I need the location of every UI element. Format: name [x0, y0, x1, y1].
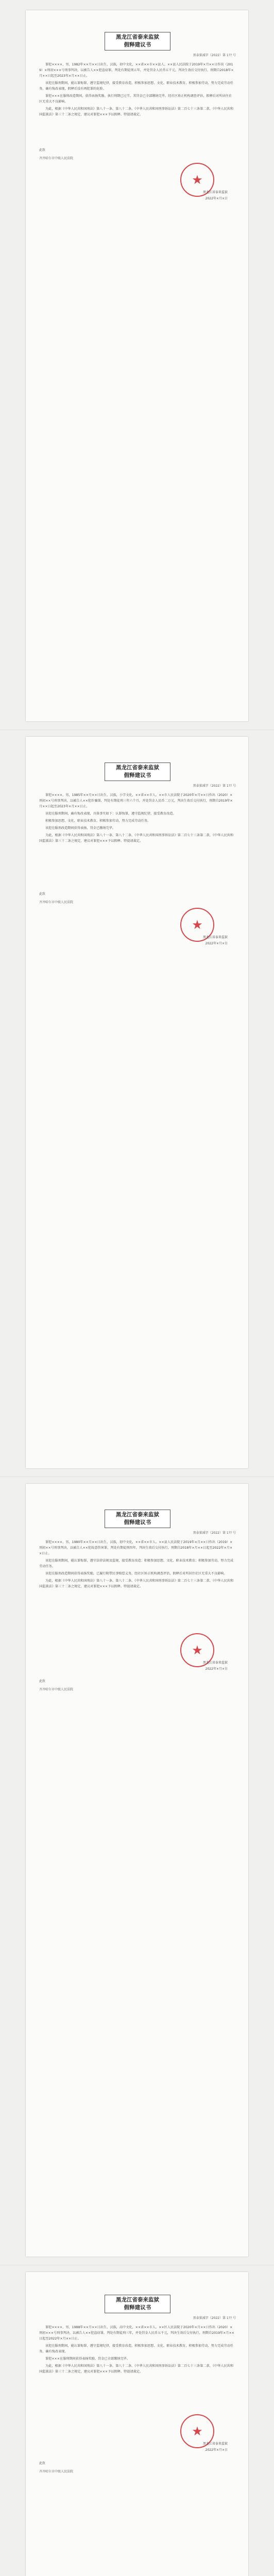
document-title — [105, 32, 170, 50]
document-page-3 — [26, 1484, 248, 2257]
signature-date: 2022年×月×日 — [205, 197, 228, 200]
closing-word: 此致 — [39, 2462, 46, 2465]
title-line-2: 假释建议书 — [124, 42, 151, 48]
document-number: 黑泰狱减字（2022）第 1?? 号 — [193, 54, 236, 57]
seal-star-icon: ★ — [192, 1643, 203, 1657]
addressee: 齐齐哈尔市中级人民法院 — [39, 1688, 74, 1691]
body-paragraph: 该犯在服刑期间，能认罪悔罪，遵守法律法规及监规，接受教育改造；积极参加思想、文化、职业技术教育；积极参加劳动，努力完成劳动任务。 — [39, 1559, 234, 1568]
document-title — [105, 2295, 170, 2313]
closing-word: 此致 — [39, 1680, 46, 1683]
title-line-2: 假释建议书 — [124, 2304, 151, 2311]
signature-date: 2022年×月×日 — [205, 2448, 228, 2452]
document-title — [105, 762, 170, 781]
signature-date: 2022年×月×日 — [205, 942, 228, 945]
addressee: 齐齐哈尔市中级人民法院 — [39, 2470, 74, 2473]
title-line-1: 黑龙江省泰来监狱 — [116, 34, 159, 40]
document-body — [39, 2325, 235, 2376]
seal-star-icon: ★ — [192, 2424, 203, 2438]
title-line-1: 黑龙江省泰来监狱 — [116, 1512, 159, 1518]
seal-star-icon: ★ — [192, 918, 203, 932]
body-paragraph: 该犯在服刑期间，能认罪悔罪，遵守监规纪律，接受教育改造，积极参加思想、文化、职业技术教育，积极参加劳动，努力完成劳动任务，确有悔改表现，假释后没有再犯罪的危险。 — [39, 81, 234, 91]
body-paragraph: 罪犯×××在服刑期间获得表扬奖励，罚金已全部缴纳完毕。 — [45, 2357, 130, 2361]
title-line-1: 黑龙江省泰来监狱 — [116, 765, 159, 771]
document-number: 黑泰狱减字（2022）第 1?? 号 — [193, 1531, 236, 1535]
document-body — [39, 792, 235, 845]
document-body — [39, 1539, 235, 1591]
addressee: 齐齐哈尔市中级人民法院 — [39, 901, 74, 904]
body-paragraph: 为此，根据《中华人民共和国刑法》第八十一条、第八十二条、《中华人民共和国刑事诉讼法》第二百七十三条第二款、《中华人民共和国监狱法》第三十二条之规定，建议对罪犯×××予以假释。特提请裁定。 — [39, 2364, 234, 2374]
body-paragraph: 积极参加思想、文化、职业技术教育，积极参加劳动，努力完成劳动任务。 — [45, 819, 151, 823]
document-page-2 — [26, 737, 248, 1468]
document-body — [39, 62, 235, 119]
signature-name: 黑龙江省泰来监狱 — [202, 1661, 228, 1665]
title-line-1: 黑龙江省泰来监狱 — [116, 2297, 159, 2303]
body-paragraph: 该犯在服刑期间，能认罪悔罪，遵守监规纪律，接受教育改造，积极参加思想、文化、职业技术教育，积极参加劳动，努力完成劳动任务，确有悔改表现。 — [39, 2344, 234, 2353]
body-paragraph: 该犯在服刑改造期间获得表扬，罚金已缴纳完毕。 — [45, 826, 116, 830]
title-line-2: 假释建议书 — [124, 1519, 151, 1526]
body-paragraph: 该犯在服刑改造期间获得表扬奖励，已履行附带民事赔偿义务，经社区矫正机构调查评估，假释后对所居住社区无重大不良影响。 — [45, 1572, 227, 1575]
document-page-1 — [26, 10, 248, 721]
seal-star-icon: ★ — [192, 173, 203, 187]
body-paragraph: 该犯在服刑期间，确有悔改表现，具体事实如下：认罪悔罪，遵守监规纪律，接受教育改造。 — [45, 812, 176, 816]
signature-name: 黑龙江省泰来监狱 — [202, 936, 228, 939]
body-paragraph: 为此，根据《中华人民共和国刑法》第八十一条、第八十二条、《中华人民共和国刑事诉讼法》第二百七十三条第二款、《中华人民共和国监狱法》第三十二条之规定，建议对罪犯×××予以假释。特提请裁定。 — [39, 834, 234, 843]
title-line-2: 假释建议书 — [124, 772, 151, 778]
signature-name: 黑龙江省泰来监狱 — [202, 191, 228, 194]
body-paragraph: 罪犯××××，男，1985年××月××日出生，汉族，小学文化，××省××市人。××市人民法院于2020年×月××日作出（2020）×刑初××号刑事判决，以被告人××犯诈骗罪，判处有期徒刑三年六个月，并处罚金人民币二万元，判决生效后交付执行，刑期自2019年×月××日起至2023年×月××日止。 — [39, 793, 233, 808]
body-paragraph: 罪犯××××，男，1988年××月××日出生，汉族，高中文化，××省××市人。××区人民法院于2020年×月××日作出（2020）×刑初×××号刑事判决，以被告人××犯盗窃罪，判处有期徒刑三年，并处罚金人民币五千元，判决生效后交付执行，刑期自2019年×月××日起至2022年×月××日止。 — [39, 2326, 234, 2341]
document-number: 黑泰狱减字（2022）第 1?? 号 — [193, 784, 236, 788]
document-title — [105, 1510, 170, 1528]
body-paragraph: 罪犯××××，男，1980年××月××日出生，汉族，初中文化，××省××市人。××县人民法院于2019年×月××日作出（2019）×刑初××号刑事判决，以被告人××犯故意伤害罪，判处有期徒刑四年，判决生效后交付执行，刑期自2018年×月××日起至2022年×月××日止。 — [39, 1540, 233, 1555]
signature-name: 黑龙江省泰来监狱 — [202, 2442, 228, 2446]
document-number: 黑泰狱减字（2022）第 1?? 号 — [193, 2316, 236, 2320]
signature-date: 2022年×月×日 — [205, 1667, 228, 1671]
body-paragraph: 为此，根据《中华人民共和国刑法》第八十一条、第八十二条、《中华人民共和国刑事诉讼法》第二百七十三条第二款、《中华人民共和国监狱法》第三十二条之规定，建议对罪犯×××予以假释。特提请裁定。 — [39, 107, 234, 116]
closing-word: 此致 — [39, 148, 46, 152]
body-paragraph: 为此，根据《中华人民共和国刑法》第八十一条、第八十二条、《中华人民共和国刑事诉讼法》第二百七十三条第二款、《中华人民共和国监狱法》第三十二条之规定，建议对罪犯×××予以假释。特提请裁定。 — [39, 1579, 234, 1588]
body-paragraph: 罪犯××××，男，1982年××月××日出生，汉族，初中文化，××省××市××县人。××县人民法院于2019年×月××日作出（2019）×刑初×××号刑事判决，以被告人××犯盗窃罪，判处有期徒刑五年，并处罚金人民币五千元，判决生效后交付执行，刑期自2018年×月××日起至2023年×月××日止。 — [39, 63, 234, 78]
closing-word: 此致 — [39, 892, 46, 896]
addressee: 齐齐哈尔市中级人民法院 — [39, 157, 74, 160]
body-paragraph: 罪犯×××在服刑改造期间，获得表扬奖励。执行刑期已过半，其罚金已全部缴纳完毕。经社区矫正机构调查评估，假释后对所居住社区无重大不良影响。 — [39, 94, 232, 104]
document-page-4 — [26, 2272, 248, 2576]
